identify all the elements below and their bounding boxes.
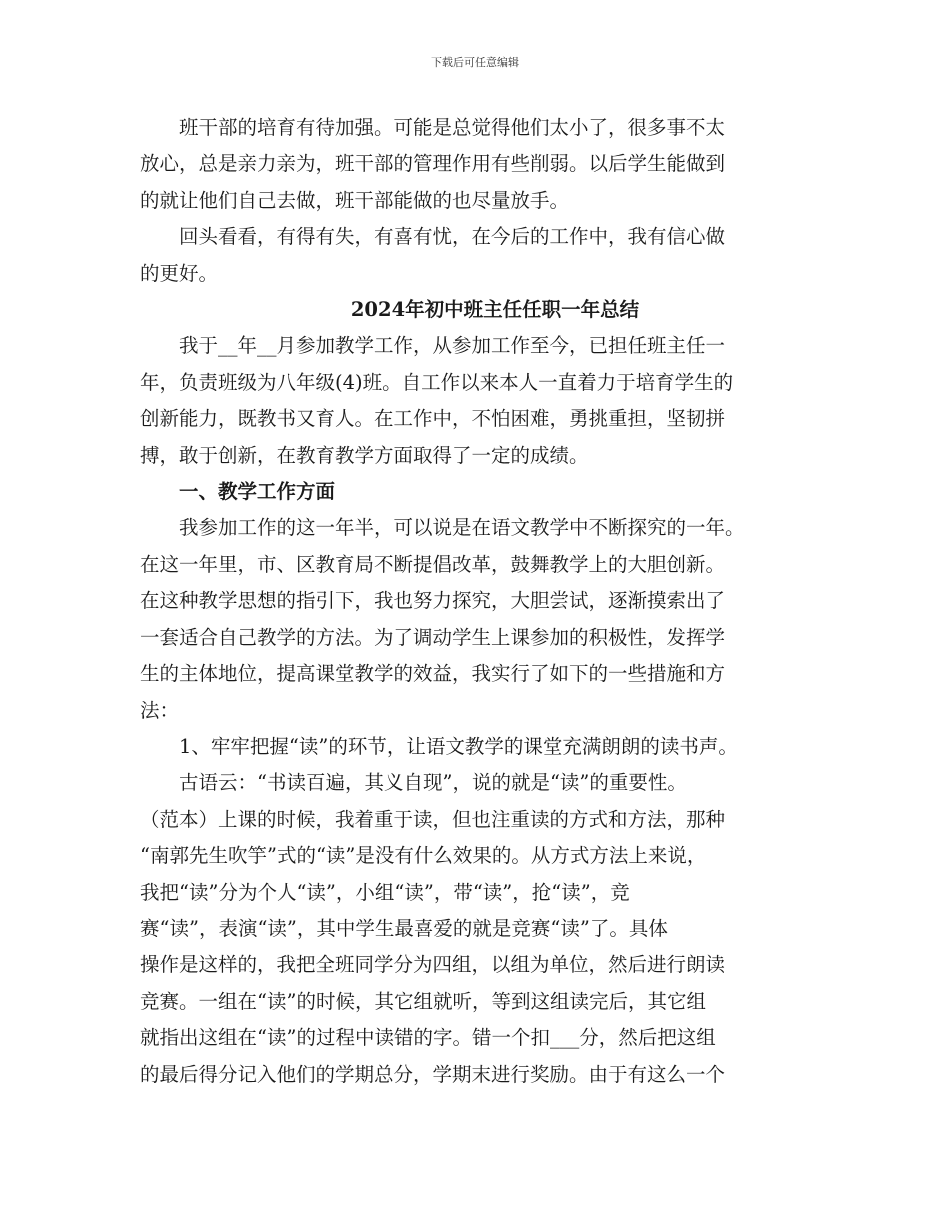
- paragraph-line: 我把“读”分为个人“读”，小组“读”，带“读”，抢“读”，竞: [140, 880, 630, 904]
- paragraph-line: 回头看看，有得有失，有喜有忧，在今后的工作中，我有信心做: [179, 225, 726, 249]
- paragraph-line: 赛“读”，表演“读”，其中学生最喜爱的就是竞赛“读”了。具体: [140, 916, 668, 940]
- paragraph-line: 1、牢牢把握“读”的环节，让语文教学的课堂充满朗朗的读书声。: [179, 734, 738, 758]
- paragraph-line: 操作是这样的，我把全班同学分为四组，以组为单位，然后进行朗读: [140, 953, 726, 977]
- paragraph-line: 的就让他们自己去做，班干部能做的也尽量放手。: [140, 188, 570, 212]
- paragraph-line: 年，负责班级为八年级(4)班。自工作以来本人一直着力于培育学生的: [140, 370, 734, 394]
- paragraph-line: （范本）上课的时候，我着重于读，但也注重读的方式和方法，那种: [140, 807, 726, 831]
- paragraph-line: 在这种教学思想的指引下，我也努力探究，大胆尝试，逐渐摸索出了: [140, 589, 726, 613]
- paragraph-line: 生的主体地位，提高课堂教学的效益，我实行了如下的一些措施和方: [140, 662, 726, 686]
- document-body: [140, 110, 820, 1093]
- paragraph-line: 就指出这组在“读”的过程中读错的字。错一个扣___分，然后把这组: [140, 1026, 716, 1050]
- paragraph-line: 的更好。: [140, 261, 219, 285]
- paragraph-line: 班干部的培育有待加强。可能是总觉得他们太小了，很多事不太: [179, 116, 726, 139]
- paragraph-line: 我于__年__月参加教学工作，从参加工作至今，已担任班主任一: [179, 334, 726, 358]
- paragraph-line: 我参加工作的这一年半，可以说是在语文教学中不断探究的一年。: [179, 516, 745, 540]
- section-heading: 一、教学工作方面: [179, 480, 336, 504]
- paragraph-line: 创新能力，既教书又育人。在工作中，不怕困难，勇挑重担，坚韧拼: [140, 407, 726, 431]
- paragraph-line: 竞赛。一组在“读”的时候，其它组就听，等到这组读完后，其它组: [140, 989, 706, 1013]
- paragraph-line: 的最后得分记入他们的学期总分，学期末进行奖励。由于有这么一个: [140, 1062, 726, 1086]
- page-header: 下载后可任意编辑: [431, 56, 519, 69]
- paragraph-line: “南郭先生吹竽”式的“读”是没有什么效果的。从方式方法上来说，: [140, 844, 707, 868]
- document-title: 2024年初中班主任任职一年总结: [350, 298, 640, 322]
- paragraph-line: 一套适合自己教学的方法。为了调动学生上课参加的积极性，发挥学: [140, 625, 726, 649]
- paragraph-line: 古语云：“书读百遍，其义自现”，说的就是“读”的重要性。: [179, 771, 687, 795]
- paragraph-line: 在这一年里，市、区教育局不断提倡改革，鼓舞教学上的大胆创新。: [140, 552, 726, 576]
- paragraph-line: 法：: [140, 698, 180, 722]
- paragraph-line: 放心，总是亲力亲为，班干部的管理作用有些削弱。以后学生能做到: [140, 152, 726, 176]
- paragraph-line: 搏，敢于创新，在教育教学方面取得了一定的成绩。: [140, 443, 589, 467]
